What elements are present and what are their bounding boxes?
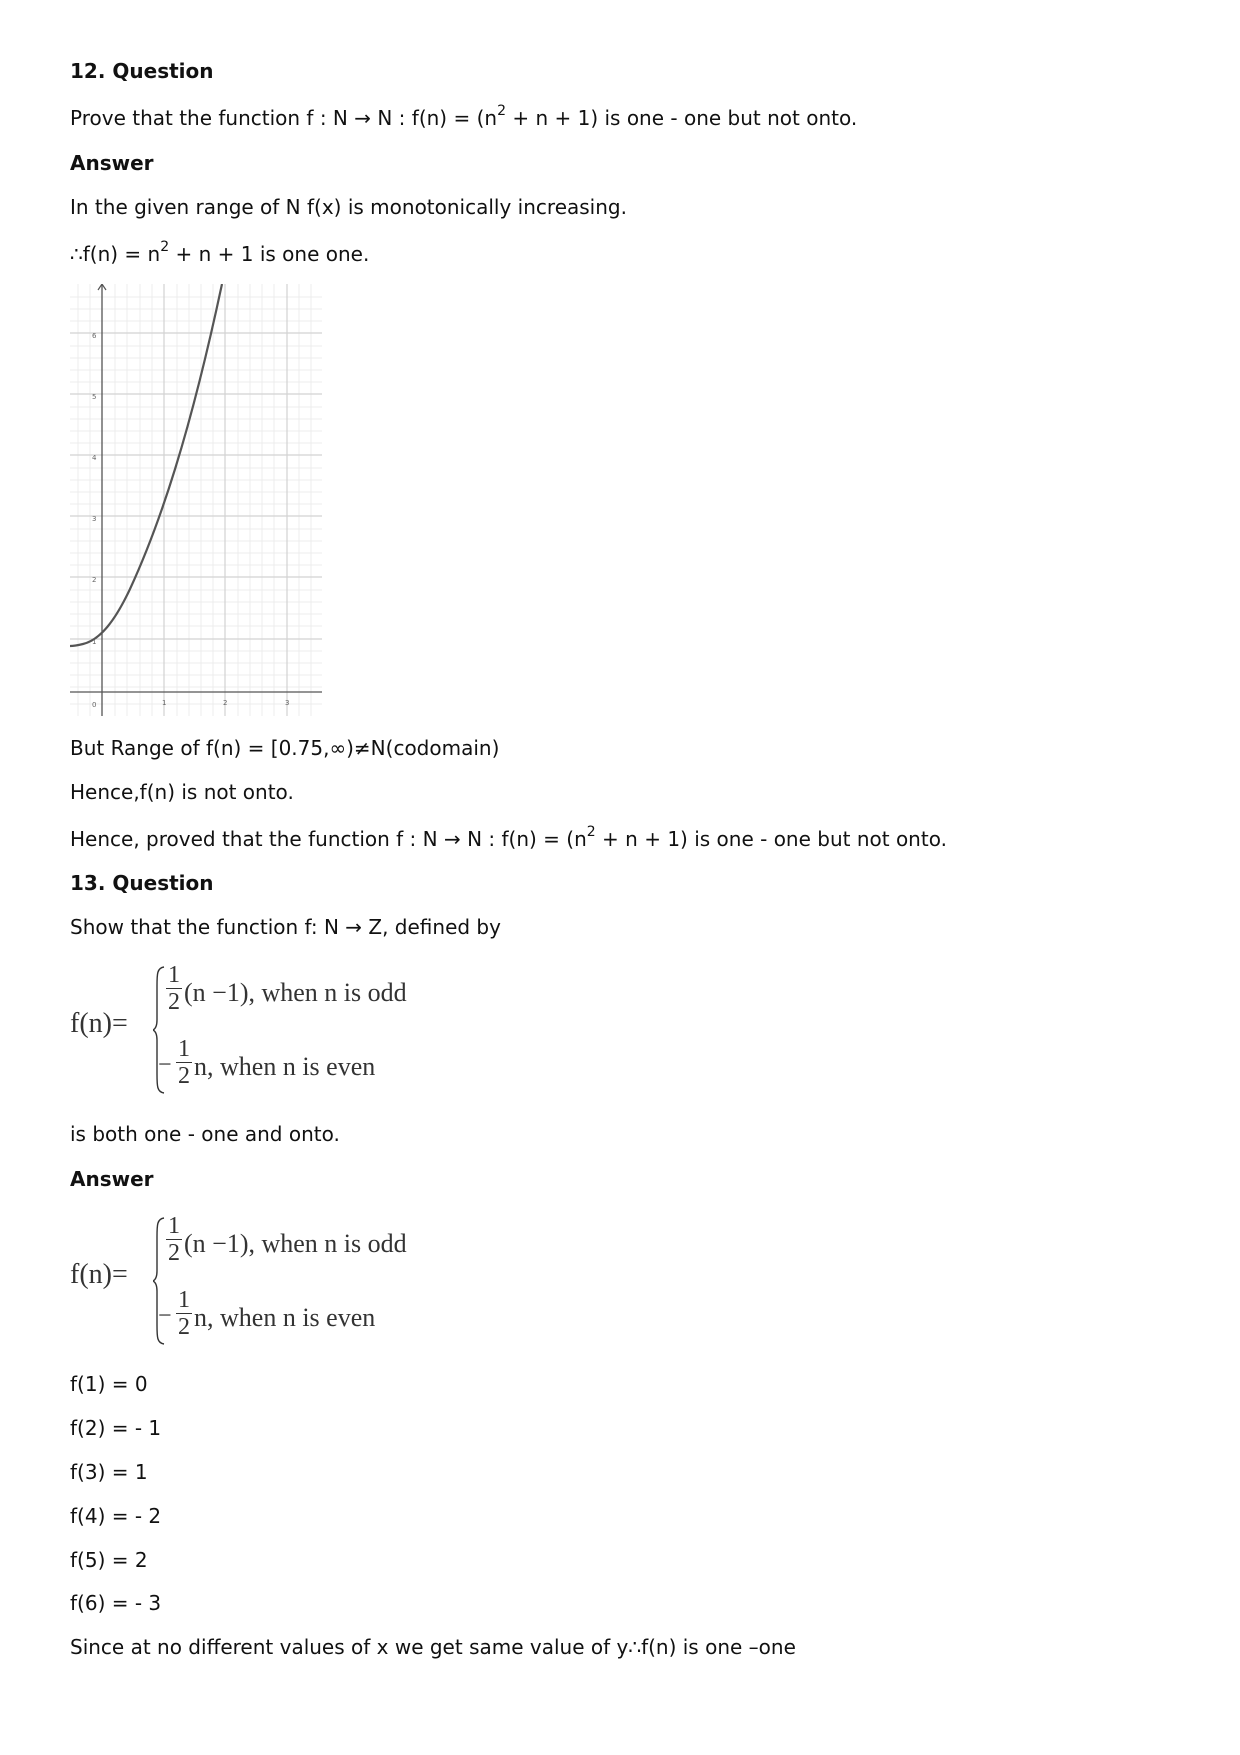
minus-sign: − — [158, 1052, 172, 1078]
question-12-answer-label: Answer — [70, 151, 154, 175]
value-line: f(5) = 2 — [70, 1548, 148, 1572]
formula-lhs: f(n)= — [70, 1008, 128, 1039]
y-tick-label: 6 — [92, 332, 97, 340]
x-tick-label: 3 — [285, 699, 290, 707]
y-tick-label: 4 — [92, 454, 97, 462]
question-13-heading: 13. Question — [70, 871, 214, 895]
y-tick-label: 5 — [92, 393, 97, 401]
not-onto-statement: Hence,f(n) is not onto. — [70, 780, 294, 804]
question-13-statement: is both one - one and onto. — [70, 1122, 340, 1146]
value-line: f(4) = - 2 — [70, 1504, 162, 1528]
value-line: f(2) = - 1 — [70, 1416, 162, 1440]
one-one-conclusion: Since at no different values of x we get same value of y∴f(n) is one –one — [70, 1635, 796, 1659]
question-12-prompt: Prove that the function f : N → N : $f(n) = (n^2 + n + 1)$ is one - one but not onto. — [70, 103, 858, 130]
question-13-answer-label: Answer — [70, 1167, 154, 1191]
range-statement: But Range of f(n) = [0.75,∞)≠N(codomain) — [70, 736, 500, 760]
question-12-conclusion: Hence, proved that the function f : N → N : $f(n) = (n^2 + n + 1)$ is one - one but not onto. — [70, 824, 947, 851]
function-graph — [70, 284, 322, 716]
x-tick-label: 2 — [223, 699, 228, 707]
fraction-half: $\frac{1}{2}$ — [168, 1213, 180, 1266]
case-even: n, when n is even — [194, 1052, 376, 1081]
fraction-half: $\frac{1}{2}$ — [178, 1287, 190, 1340]
case-odd: (n −1), when n is odd — [184, 1229, 407, 1258]
fraction-half: $\frac{1}{2}$ — [168, 962, 180, 1015]
minus-sign: − — [158, 1303, 172, 1329]
case-odd: (n −1), when n is odd — [184, 978, 407, 1007]
x-tick-label: 1 — [162, 699, 167, 707]
x-tick-label: 0 — [92, 701, 97, 709]
case-even: n, when n is even — [194, 1303, 376, 1332]
y-tick-label: 3 — [92, 515, 97, 523]
value-line: f(1) = 0 — [70, 1372, 148, 1396]
piecewise-formula — [70, 960, 470, 1100]
formula-lhs: f(n)= — [70, 1259, 128, 1290]
value-line: f(6) = - 3 — [70, 1591, 162, 1615]
question-13-prompt: Show that the function f: N → Z, defined by — [70, 915, 501, 939]
y-tick-label: 1 — [92, 638, 97, 646]
one-one-statement: ∴f(n) = $n^2 + n + 1$ is one one. — [70, 239, 370, 266]
value-line: f(3) = 1 — [70, 1460, 148, 1484]
question-12-heading: 12. Question — [70, 59, 214, 83]
fraction-half: $\frac{1}{2}$ — [178, 1036, 190, 1089]
monotonic-statement: In the given range of N f(x) is monotonically increasing. — [70, 195, 627, 219]
piecewise-formula — [70, 1211, 470, 1351]
y-tick-label: 2 — [92, 576, 97, 584]
